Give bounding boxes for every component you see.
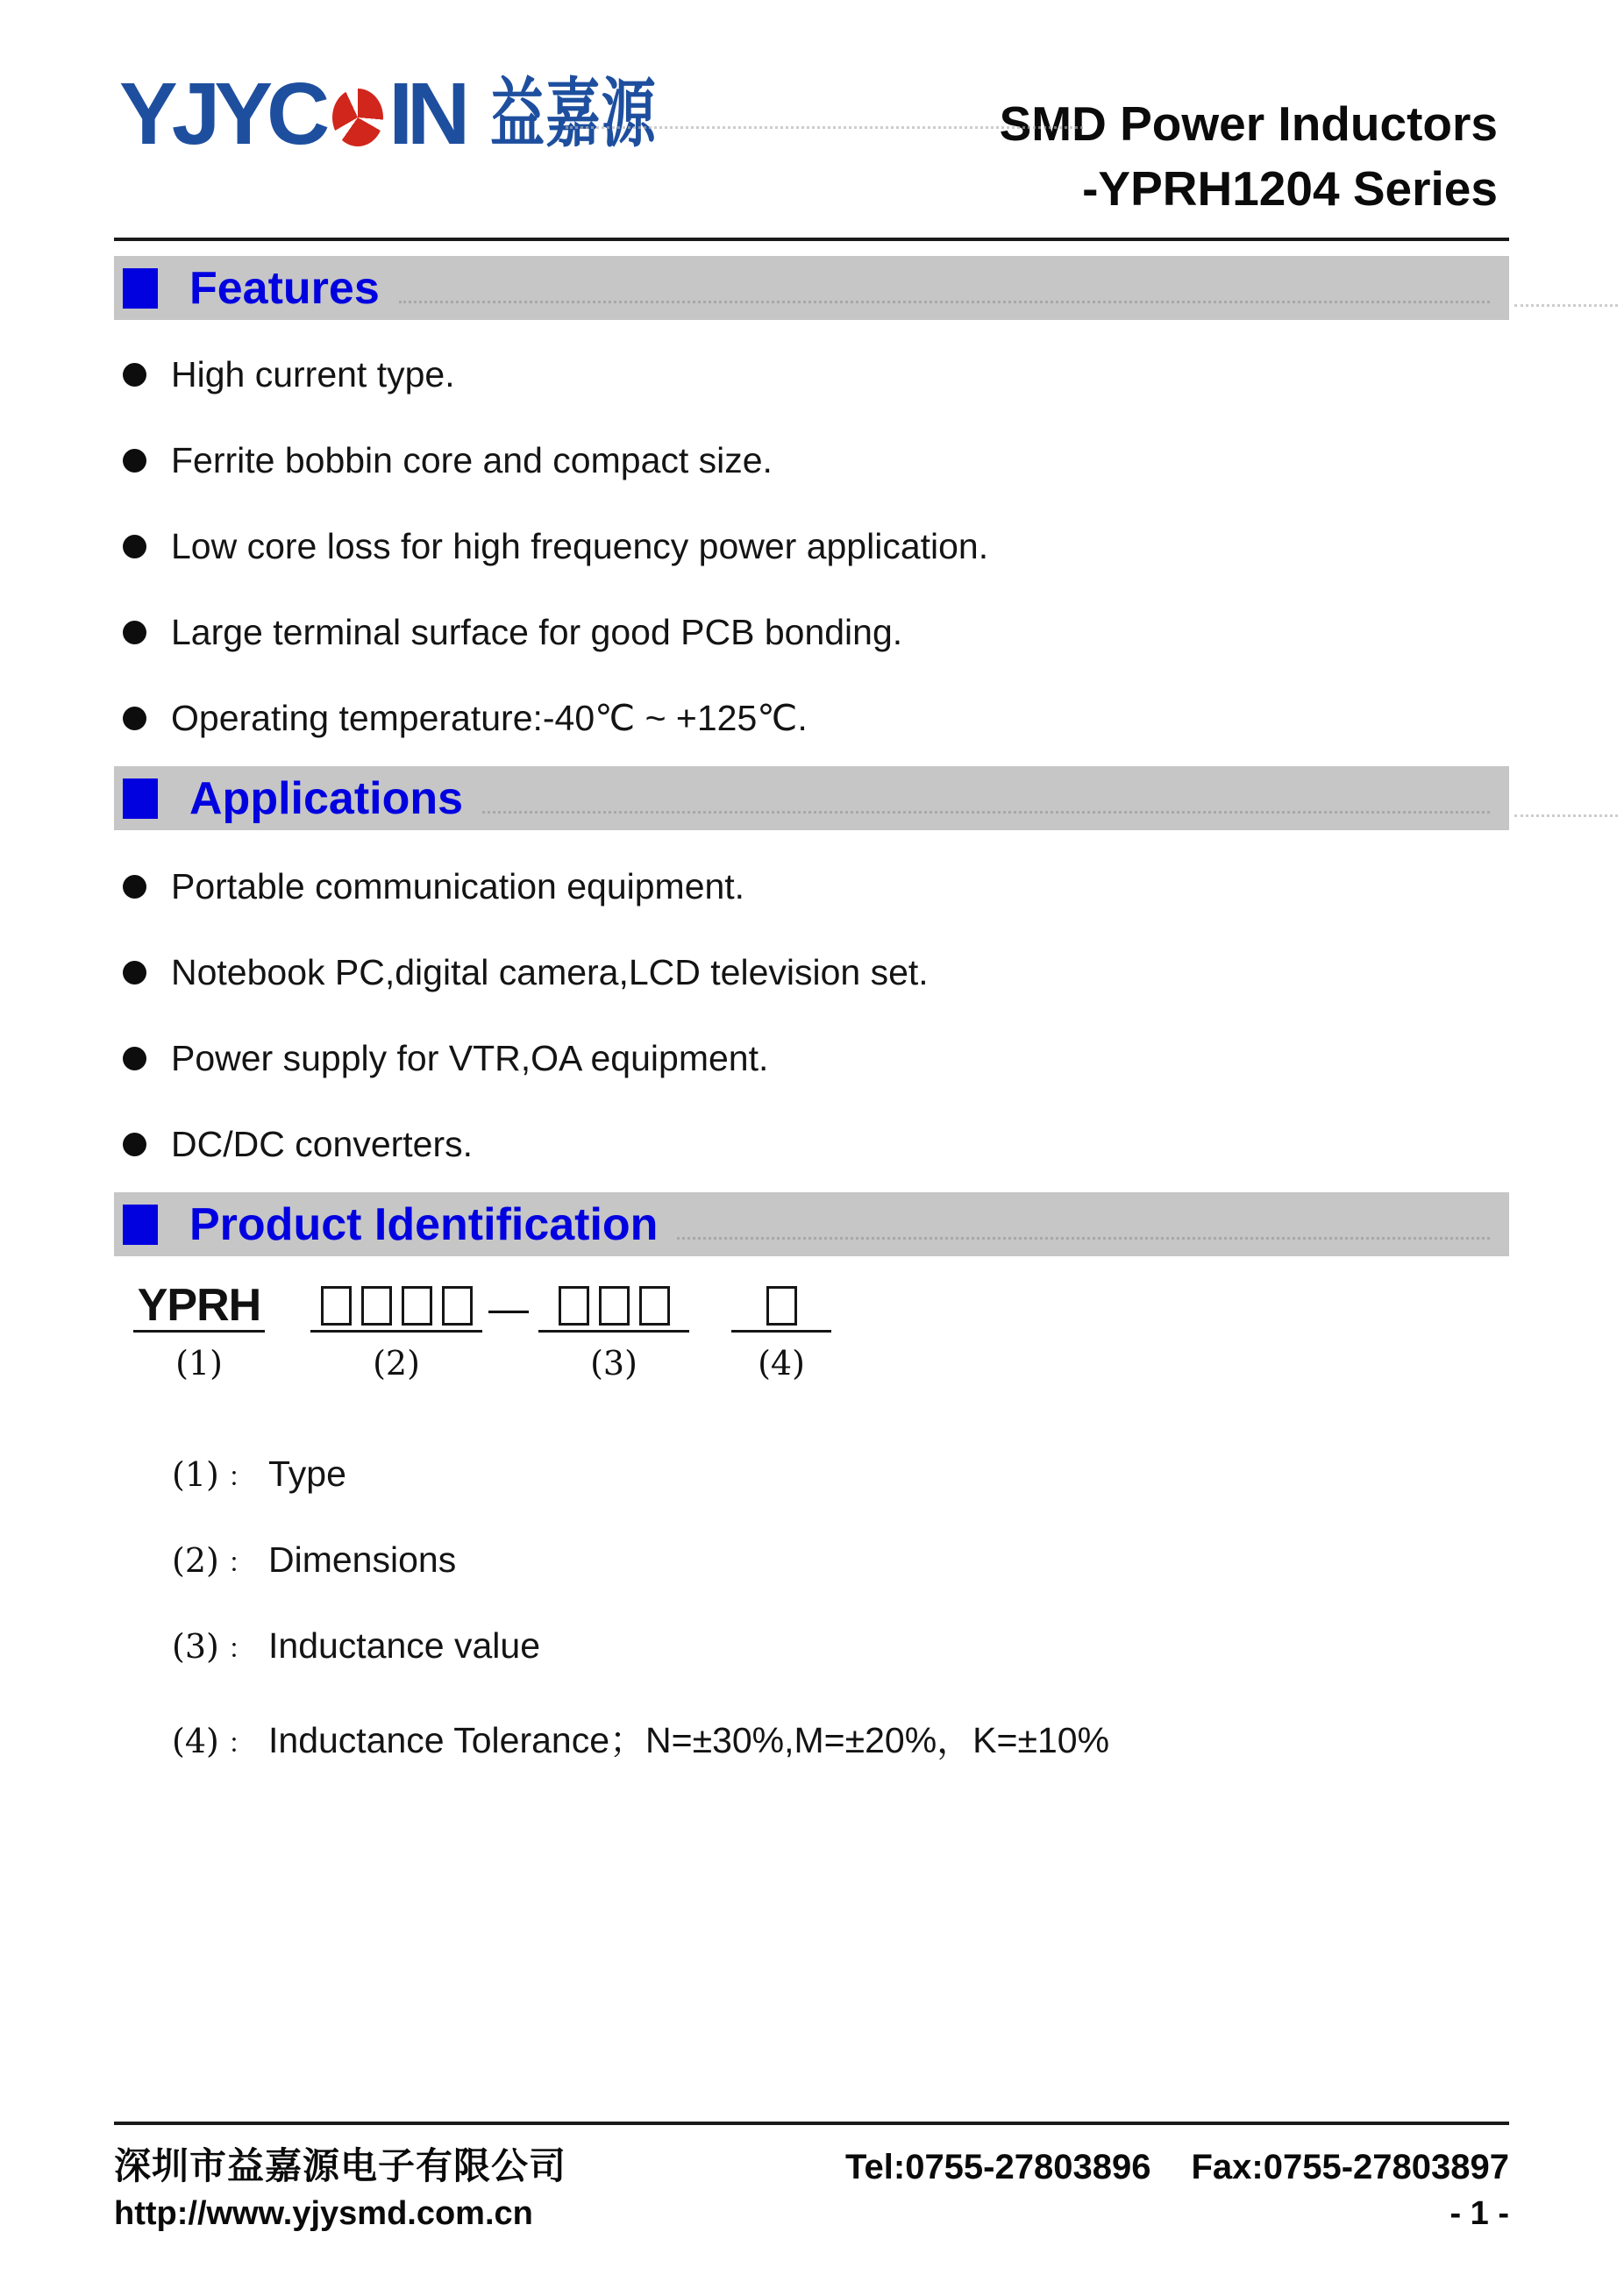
legend-item — [172, 1625, 1109, 1669]
list-item-text: Ferrite bobbin core and compact size. — [171, 439, 773, 480]
logo-cjk-text: 益嘉源 — [490, 72, 658, 156]
part-group-label: (2) — [373, 1344, 420, 1383]
bullet-icon — [123, 1047, 146, 1070]
legend-colon: ： — [228, 1462, 254, 1493]
footer-tel: Tel:0755-27803896 — [845, 2148, 1151, 2186]
list-item — [123, 1036, 929, 1080]
blank-digit-box — [766, 1286, 797, 1326]
dotted-leader — [482, 811, 1490, 814]
header-divider — [114, 238, 1509, 241]
applications-list — [123, 864, 929, 1208]
part-group-label: (1) — [175, 1344, 223, 1383]
bullet-icon — [123, 621, 146, 644]
doc-title-line1: SMD Power Inductors — [999, 96, 1498, 151]
footer-contacts — [845, 2148, 1509, 2187]
list-item — [123, 864, 929, 908]
part-number-diagram — [133, 1280, 844, 1384]
part-group-type — [133, 1280, 265, 1383]
list-item-text: Power supply for VTR,OA equipment. — [171, 1037, 769, 1078]
part-number-legend — [172, 1454, 1109, 1797]
blank-digit-box — [361, 1286, 392, 1326]
logo-swirl-icon — [332, 89, 383, 146]
list-item — [123, 524, 988, 568]
legend-colon: ： — [228, 1729, 254, 1759]
blank-digit-box — [321, 1286, 352, 1326]
dotted-leader — [677, 1237, 1490, 1240]
part-group-value — [538, 1283, 689, 1333]
list-item — [123, 610, 988, 654]
legend-text: Inductance Tolerance；N=±30%,M=±20%，K=±10% — [268, 1720, 1110, 1760]
part-group-tolerance — [731, 1283, 831, 1383]
list-item — [123, 1122, 929, 1166]
part-group-dimensions — [310, 1283, 482, 1383]
legend-number: (3) — [172, 1627, 219, 1666]
dotted-leader — [399, 301, 1490, 303]
part-group-value — [310, 1283, 482, 1333]
list-item-text: Low core loss for high frequency power application. — [171, 525, 989, 566]
list-item-text: Portable communication equipment. — [171, 865, 745, 906]
legend-text: Type — [268, 1454, 346, 1494]
legend-number: (1) — [172, 1455, 219, 1494]
legend-colon: ： — [228, 1548, 254, 1579]
list-item-text: Notebook PC,digital camera,LCD television set. — [171, 951, 929, 992]
part-group-inductance — [538, 1283, 689, 1383]
bullet-icon — [123, 449, 146, 473]
list-item — [123, 438, 988, 482]
blank-digit-box — [559, 1286, 589, 1326]
section-title-product-identification: Product Identification — [189, 1198, 659, 1250]
list-item-text: High current type. — [171, 353, 455, 395]
part-group-value — [731, 1283, 831, 1333]
footer-row-2 — [114, 2195, 1509, 2233]
section-marker-icon — [123, 778, 158, 819]
footer-company-name: 深圳市益嘉源电子有限公司 — [114, 2145, 567, 2186]
section-title-features: Features — [189, 262, 380, 314]
part-prefix-text: YPRH — [137, 1280, 261, 1331]
company-logo — [119, 65, 722, 163]
section-header-features — [114, 256, 1509, 320]
section-marker-icon — [123, 1205, 158, 1245]
section-marker-icon — [123, 268, 158, 309]
scan-dotted-artifact — [566, 126, 1083, 129]
bullet-icon — [123, 1133, 146, 1156]
legend-number: (4) — [172, 1722, 219, 1760]
part-group-value — [133, 1280, 265, 1333]
features-list — [123, 352, 988, 782]
footer-divider — [114, 2122, 1509, 2125]
blank-digit-box — [639, 1286, 670, 1326]
scan-dotted-artifact — [1514, 814, 1618, 817]
bullet-icon — [123, 363, 146, 387]
footer-fax: Fax:0755-27803897 — [1191, 2148, 1509, 2186]
legend-item — [172, 1539, 1109, 1583]
legend-text: Dimensions — [268, 1539, 457, 1580]
blank-digit-box — [599, 1286, 630, 1326]
part-separator-dash: — — [488, 1285, 529, 1331]
logo-wordmark-right: IN — [388, 65, 465, 163]
legend-item — [172, 1454, 1109, 1497]
footer-row-1 — [114, 2137, 1509, 2190]
document-title — [1000, 91, 1498, 221]
list-item-text: Large terminal surface for good PCB bonding. — [171, 611, 903, 652]
legend-number: (2) — [172, 1541, 219, 1580]
list-item-text: Operating temperature:-40℃ ~ +125℃. — [171, 698, 808, 738]
section-title-applications: Applications — [189, 772, 464, 824]
bullet-icon — [123, 875, 146, 899]
section-header-product-identification — [114, 1192, 1509, 1256]
part-group-label: (4) — [758, 1344, 805, 1383]
list-item — [123, 352, 988, 396]
legend-item — [172, 1711, 1110, 1760]
footer-website-url: http://www.yjysmd.com.cn — [114, 2195, 533, 2232]
legend-text: Inductance value — [268, 1625, 541, 1666]
legend-colon: ： — [228, 1634, 254, 1665]
blank-digit-box — [402, 1286, 432, 1326]
bullet-icon — [123, 707, 146, 730]
list-item — [123, 696, 988, 740]
footer-page-number: - 1 - — [1449, 2195, 1509, 2232]
list-item-text: DC/DC converters. — [171, 1123, 474, 1164]
section-header-applications — [114, 766, 1509, 830]
scan-dotted-artifact — [1514, 304, 1618, 307]
logo-wordmark-left: YJYC — [119, 65, 324, 163]
bullet-icon — [123, 535, 146, 558]
list-item — [123, 950, 929, 994]
part-group-label: (3) — [590, 1344, 637, 1383]
bullet-icon — [123, 961, 146, 985]
doc-title-line2: -YPRH1204 Series — [1082, 161, 1498, 216]
blank-digit-box — [442, 1286, 473, 1326]
